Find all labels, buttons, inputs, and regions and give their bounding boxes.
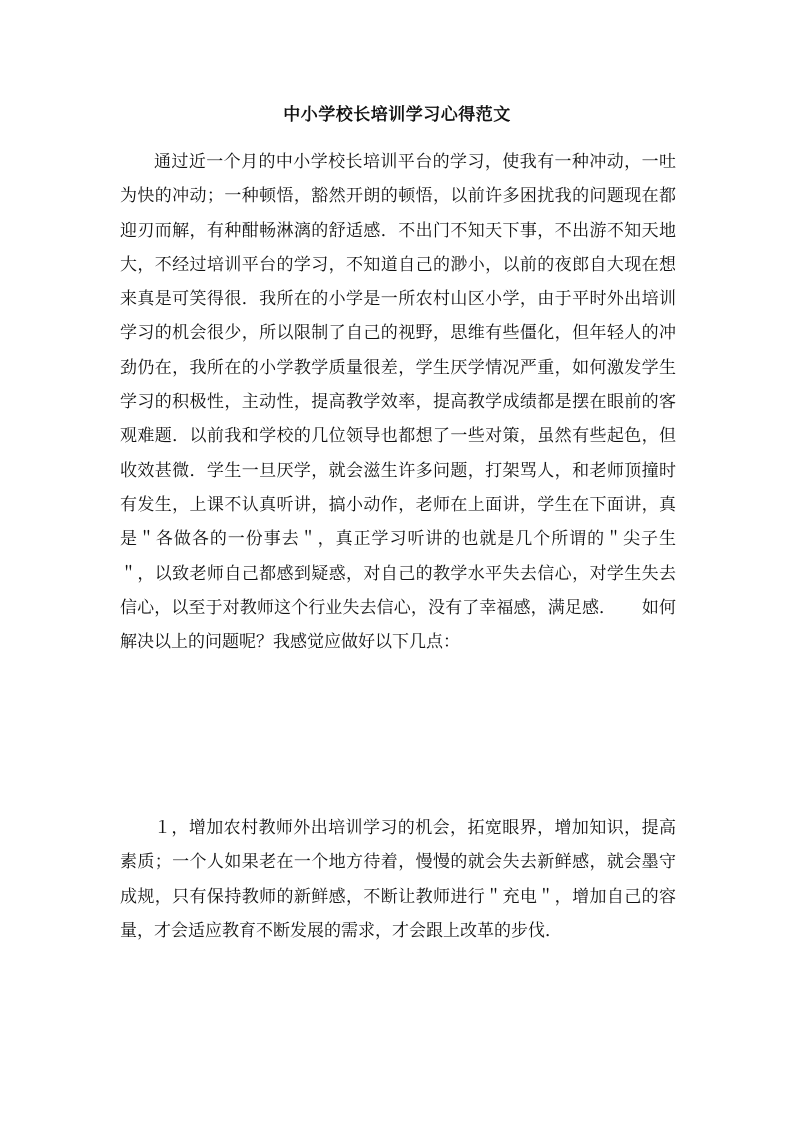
body-paragraph-intro: 通过近一个月的中小学校长培训平台的学习，使我有一种冲动，一吐为快的冲动；一种顿悟，豁然开朗的顿悟，以前许多困扰我的问题现在都迎刃而解，有种酣畅淋漓的舒适感．不出门不知天下事，不出游不知天地大，不经过培训平台的学习，不知道自己的渺小，以前的夜郎自大现在想来真是可笑得很．我所在的小学是一所农村山区小学，由于平时外出培训学习的机会很少，所以限制了自己的视野，思维有些僵化，但年轻人的冲劲仍在，我所在的小学教学质量很差，学生厌学情况严重，如何激发学生学习的积极性，主动性，提高教学效率，提高教学成绩都是摆在眼前的客观难题．以前我和学校的几位领导也都想了一些对策，虽然有些起色，但收效甚微．学生一旦厌学，就会滋生许多问题，打架骂人，和老师顶撞时有发生，上课不认真听讲，搞小动作，老师在上面讲，学生在下面讲，真是＂各做各的一份事去＂，真正学习听讲的也就是几个所谓的＂尖子生＂，以致老师自己都感到疑惑，对自己的教学水平失去信心，对学生失去信心，以至于对教师这个行业失去信心，没有了幸福感，满足感． 如何解决以上的问题呢？我感觉应做好以下几点： [120, 152, 676, 653]
document-title: 中小学校长培训学习心得范文 [283, 105, 511, 125]
body-paragraph-point-1: １，增加农村教师外出培训学习的机会，拓宽眼界，增加知识，提高素质；一个人如果老在一个地方待着，慢慢的就会失去新鲜感，就会墨守成规，只有保持教师的新鲜感，不断让教师进行＂充电＂，增加自己的容量，才会适应教育不断发展的需求，才会跟上改革的步伐． [120, 818, 676, 941]
